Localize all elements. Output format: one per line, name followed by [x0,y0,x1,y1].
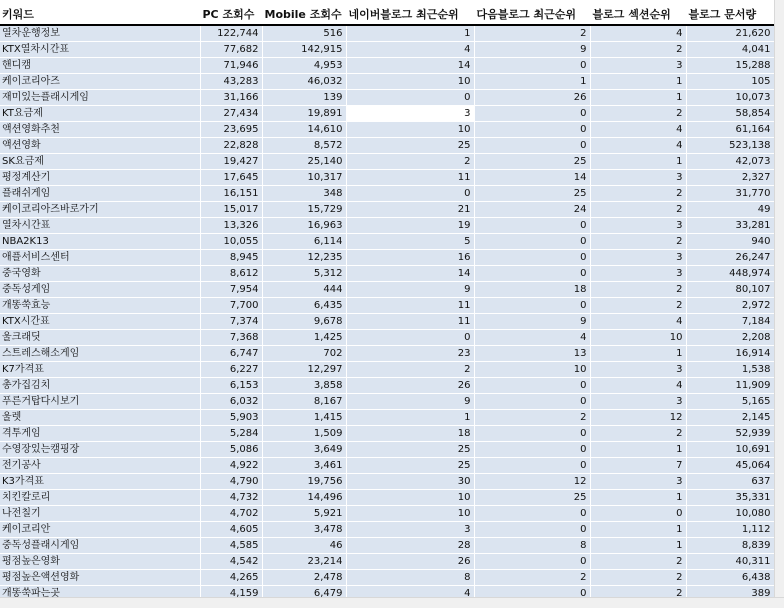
cell-naver-blog-rank[interactable]: 11 [346,170,474,186]
cell-daum-blog-rank[interactable]: 25 [474,186,590,202]
cell-blog-section-rank[interactable]: 3 [590,250,686,266]
cell-daum-blog-rank[interactable]: 12 [474,474,590,490]
cell-keyword[interactable]: 케이코리아즈 [0,74,200,90]
cell-keyword[interactable]: 재미있는플래시게임 [0,90,200,106]
cell-pc-views[interactable]: 4,702 [200,506,262,522]
cell-daum-blog-rank[interactable]: 0 [474,106,590,122]
cell-naver-blog-rank[interactable]: 11 [346,314,474,330]
cell-blog-section-rank[interactable]: 1 [590,538,686,554]
table-row [0,538,774,554]
cell-naver-blog-rank[interactable]: 10 [346,74,474,90]
cell-daum-blog-rank[interactable]: 10 [474,362,590,378]
table-row [0,346,774,362]
cell-pc-views[interactable]: 7,368 [200,330,262,346]
cell-blog-doc-count[interactable]: 45,064 [686,458,774,474]
cell-keyword[interactable]: 치킨칼로리 [0,490,200,506]
table-row [0,474,774,490]
table-row [0,58,774,74]
cell-daum-blog-rank[interactable]: 0 [474,58,590,74]
cell-keyword[interactable]: 평정계산기 [0,170,200,186]
cell-pc-views[interactable]: 4,542 [200,554,262,570]
cell-pc-views[interactable]: 31,166 [200,90,262,106]
table-row [0,458,774,474]
cell-daum-blog-rank[interactable]: 0 [474,138,590,154]
table-row [0,330,774,346]
cell-naver-blog-rank[interactable]: 14 [346,266,474,282]
cell-keyword[interactable]: 스트레스해소게임 [0,346,200,362]
cell-keyword[interactable]: 중독성플래시게임 [0,538,200,554]
cell-keyword[interactable]: 총가집김치 [0,378,200,394]
cell-pc-views[interactable]: 77,682 [200,42,262,58]
cell-naver-blog-rank[interactable]: 4 [346,586,474,598]
cell-naver-blog-rank[interactable]: 16 [346,250,474,266]
cell-blog-section-rank[interactable]: 12 [590,410,686,426]
cell-daum-blog-rank[interactable]: 0 [474,458,590,474]
cell-pc-views[interactable]: 5,086 [200,442,262,458]
cell-mobile-views[interactable]: 15,729 [262,202,346,218]
cell-blog-section-rank[interactable]: 2 [590,186,686,202]
cell-daum-blog-rank[interactable]: 0 [474,250,590,266]
table-row [0,202,774,218]
cell-blog-doc-count[interactable]: 42,073 [686,154,774,170]
table-row [0,90,774,106]
cell-pc-views[interactable]: 6,227 [200,362,262,378]
cell-keyword[interactable]: 개똥쑥파는곳 [0,586,200,598]
cell-keyword[interactable]: 플래쉬게임 [0,186,200,202]
cell-keyword[interactable]: 열차운행정보 [0,25,200,42]
cell-naver-blog-rank[interactable]: 3 [346,106,474,122]
table-row [0,122,774,138]
cell-mobile-views[interactable]: 2,478 [262,570,346,586]
cell-pc-views[interactable]: 22,828 [200,138,262,154]
table-row [0,410,774,426]
cell-pc-views[interactable]: 15,017 [200,202,262,218]
cell-daum-blog-rank[interactable]: 2 [474,410,590,426]
cell-blog-section-rank[interactable]: 4 [590,122,686,138]
cell-keyword[interactable]: 케이코리아즈바로가기 [0,202,200,218]
cell-blog-section-rank[interactable]: 2 [590,554,686,570]
cell-pc-views[interactable]: 23,695 [200,122,262,138]
cell-mobile-views[interactable]: 4,953 [262,58,346,74]
cell-keyword[interactable]: 평점높은영화 [0,554,200,570]
cell-keyword[interactable]: 열차시간표 [0,218,200,234]
cell-mobile-views[interactable]: 444 [262,282,346,298]
cell-keyword[interactable]: KT요금제 [0,106,200,122]
cell-mobile-views[interactable]: 12,235 [262,250,346,266]
cell-daum-blog-rank[interactable]: 1 [474,74,590,90]
cell-blog-section-rank[interactable]: 1 [590,346,686,362]
cell-blog-section-rank[interactable]: 4 [590,314,686,330]
cell-mobile-views[interactable]: 19,756 [262,474,346,490]
cell-blog-doc-count[interactable]: 10,080 [686,506,774,522]
table-row [0,522,774,538]
cell-pc-views[interactable]: 5,284 [200,426,262,442]
table-row [0,106,774,122]
cell-blog-section-rank[interactable]: 3 [590,362,686,378]
cell-blog-section-rank[interactable]: 1 [590,90,686,106]
cell-blog-section-rank[interactable]: 3 [590,474,686,490]
cell-keyword[interactable]: 전기공사 [0,458,200,474]
header-daum-blog-rank[interactable]: 다음블로그 최근순위 [474,0,590,25]
cell-blog-doc-count[interactable]: 11,909 [686,378,774,394]
table-row [0,186,774,202]
cell-blog-doc-count[interactable]: 21,620 [686,25,774,42]
cell-keyword[interactable]: 액션영화 [0,138,200,154]
cell-blog-section-rank[interactable]: 2 [590,42,686,58]
cell-daum-blog-rank[interactable]: 24 [474,202,590,218]
cell-blog-section-rank[interactable]: 1 [590,74,686,90]
cell-naver-blog-rank[interactable]: 25 [346,458,474,474]
cell-keyword[interactable]: 울크래딧 [0,330,200,346]
header-blog-doc-count[interactable]: 블로그 문서량 [686,0,774,25]
cell-blog-section-rank[interactable]: 2 [590,586,686,598]
cell-pc-views[interactable]: 4,790 [200,474,262,490]
cell-blog-doc-count[interactable]: 15,288 [686,58,774,74]
header-pc-views[interactable]: PC 조회수 [200,0,262,25]
cell-naver-blog-rank[interactable]: 19 [346,218,474,234]
cell-naver-blog-rank[interactable]: 23 [346,346,474,362]
cell-blog-section-rank[interactable]: 10 [590,330,686,346]
cell-daum-blog-rank[interactable]: 25 [474,154,590,170]
cell-daum-blog-rank[interactable]: 26 [474,90,590,106]
cell-pc-views[interactable]: 6,032 [200,394,262,410]
cell-blog-section-rank[interactable]: 2 [590,282,686,298]
cell-mobile-views[interactable]: 14,610 [262,122,346,138]
cell-mobile-views[interactable]: 16,963 [262,218,346,234]
cell-naver-blog-rank[interactable]: 18 [346,426,474,442]
cell-blog-section-rank[interactable]: 2 [590,202,686,218]
cell-blog-doc-count[interactable]: 637 [686,474,774,490]
cell-blog-doc-count[interactable]: 35,331 [686,490,774,506]
cell-blog-doc-count[interactable]: 1,112 [686,522,774,538]
cell-blog-section-rank[interactable]: 2 [590,234,686,250]
cell-pc-views[interactable]: 7,374 [200,314,262,330]
cell-naver-blog-rank[interactable]: 10 [346,490,474,506]
cell-pc-views[interactable]: 6,153 [200,378,262,394]
cell-mobile-views[interactable]: 1,509 [262,426,346,442]
table-row [0,442,774,458]
cell-naver-blog-rank[interactable]: 30 [346,474,474,490]
cell-naver-blog-rank[interactable]: 26 [346,554,474,570]
cell-pc-views[interactable]: 4,159 [200,586,262,598]
cell-blog-doc-count[interactable]: 40,311 [686,554,774,570]
cell-mobile-views[interactable]: 139 [262,90,346,106]
cell-keyword[interactable]: 애플서비스센터 [0,250,200,266]
cell-naver-blog-rank[interactable]: 28 [346,538,474,554]
cell-daum-blog-rank[interactable]: 18 [474,282,590,298]
table-row [0,378,774,394]
table-row [0,298,774,314]
cell-daum-blog-rank[interactable]: 0 [474,442,590,458]
cell-blog-doc-count[interactable]: 10,691 [686,442,774,458]
cell-naver-blog-rank[interactable]: 9 [346,394,474,410]
cell-keyword[interactable]: KTX열차시간표 [0,42,200,58]
cell-blog-section-rank[interactable]: 2 [590,106,686,122]
cell-naver-blog-rank[interactable]: 8 [346,570,474,586]
cell-mobile-views[interactable]: 23,214 [262,554,346,570]
cell-mobile-views[interactable]: 9,678 [262,314,346,330]
cell-mobile-views[interactable]: 348 [262,186,346,202]
cell-pc-views[interactable]: 4,922 [200,458,262,474]
cell-daum-blog-rank[interactable]: 0 [474,218,590,234]
cell-blog-doc-count[interactable]: 7,184 [686,314,774,330]
cell-naver-blog-rank[interactable]: 0 [346,90,474,106]
cell-naver-blog-rank[interactable]: 21 [346,202,474,218]
table-row [0,394,774,410]
cell-naver-blog-rank[interactable]: 25 [346,138,474,154]
cell-keyword[interactable]: K7가격표 [0,362,200,378]
table-row [0,314,774,330]
cell-daum-blog-rank[interactable]: 25 [474,490,590,506]
cell-mobile-views[interactable]: 6,114 [262,234,346,250]
cell-keyword[interactable]: 격투게임 [0,426,200,442]
cell-blog-doc-count[interactable]: 61,164 [686,122,774,138]
table-row [0,490,774,506]
cell-blog-doc-count[interactable]: 448,974 [686,266,774,282]
cell-pc-views[interactable]: 4,265 [200,570,262,586]
cell-naver-blog-rank[interactable]: 25 [346,442,474,458]
cell-keyword[interactable]: SK요금제 [0,154,200,170]
table-row [0,42,774,58]
table-row [0,426,774,442]
header-mobile-views[interactable]: Mobile 조회수 [262,0,346,25]
cell-blog-section-rank[interactable]: 4 [590,25,686,42]
cell-keyword[interactable]: 케이코리안 [0,522,200,538]
cell-blog-doc-count[interactable]: 389 [686,586,774,598]
cell-naver-blog-rank[interactable]: 14 [346,58,474,74]
vertical-scrollbar[interactable] [774,0,784,608]
cell-pc-views[interactable]: 7,700 [200,298,262,314]
cell-daum-blog-rank[interactable]: 0 [474,266,590,282]
cell-mobile-views[interactable]: 3,858 [262,378,346,394]
cell-daum-blog-rank[interactable]: 0 [474,554,590,570]
cell-pc-views[interactable]: 8,612 [200,266,262,282]
cell-blog-section-rank[interactable]: 7 [590,458,686,474]
header-naver-blog-rank[interactable]: 네이버블로그 최근순위 [346,0,474,25]
cell-mobile-views[interactable]: 6,479 [262,586,346,598]
cell-naver-blog-rank[interactable]: 5 [346,234,474,250]
cell-keyword[interactable]: 핸디캠 [0,58,200,74]
cell-pc-views[interactable]: 17,645 [200,170,262,186]
cell-blog-doc-count[interactable]: 2,145 [686,410,774,426]
cell-blog-section-rank[interactable]: 2 [590,426,686,442]
cell-pc-views[interactable]: 4,605 [200,522,262,538]
cell-mobile-views[interactable]: 6,435 [262,298,346,314]
cell-naver-blog-rank[interactable]: 10 [346,122,474,138]
cell-mobile-views[interactable]: 19,891 [262,106,346,122]
table-row [0,170,774,186]
cell-blog-doc-count[interactable]: 5,165 [686,394,774,410]
cell-blog-doc-count[interactable]: 80,107 [686,282,774,298]
cell-mobile-views[interactable]: 12,297 [262,362,346,378]
cell-keyword[interactable]: 평점높은액션영화 [0,570,200,586]
cell-blog-doc-count[interactable]: 4,041 [686,42,774,58]
cell-keyword[interactable]: KTX시간표 [0,314,200,330]
cell-mobile-views[interactable]: 8,572 [262,138,346,154]
cell-blog-doc-count[interactable]: 52,939 [686,426,774,442]
cell-pc-views[interactable]: 8,945 [200,250,262,266]
table-row [0,25,774,42]
cell-blog-section-rank[interactable]: 2 [590,298,686,314]
cell-blog-doc-count[interactable]: 2,972 [686,298,774,314]
cell-pc-views[interactable]: 4,585 [200,538,262,554]
cell-blog-doc-count[interactable]: 16,914 [686,346,774,362]
cell-pc-views[interactable]: 27,434 [200,106,262,122]
cell-naver-blog-rank[interactable]: 11 [346,298,474,314]
cell-blog-section-rank[interactable]: 1 [590,522,686,538]
cell-mobile-views[interactable]: 142,915 [262,42,346,58]
cell-mobile-views[interactable]: 1,425 [262,330,346,346]
cell-naver-blog-rank[interactable]: 3 [346,522,474,538]
table-row [0,234,774,250]
cell-daum-blog-rank[interactable]: 0 [474,426,590,442]
cell-pc-views[interactable]: 122,744 [200,25,262,42]
cell-pc-views[interactable]: 10,055 [200,234,262,250]
cell-keyword[interactable]: 개똥쑥효능 [0,298,200,314]
cell-pc-views[interactable]: 7,954 [200,282,262,298]
header-row [0,0,774,25]
table-row [0,586,774,598]
cell-mobile-views[interactable]: 8,167 [262,394,346,410]
cell-naver-blog-rank[interactable]: 0 [346,330,474,346]
cell-daum-blog-rank[interactable]: 2 [474,25,590,42]
cell-keyword[interactable]: 중독성게임 [0,282,200,298]
table-row [0,554,774,570]
cell-daum-blog-rank[interactable]: 4 [474,330,590,346]
cell-blog-section-rank[interactable]: 2 [590,570,686,586]
cell-daum-blog-rank[interactable]: 13 [474,346,590,362]
cell-daum-blog-rank[interactable]: 0 [474,506,590,522]
cell-naver-blog-rank[interactable]: 0 [346,186,474,202]
table-row [0,282,774,298]
cell-blog-doc-count[interactable]: 2,208 [686,330,774,346]
horizontal-scrollbar[interactable] [0,597,784,608]
cell-mobile-views[interactable]: 3,649 [262,442,346,458]
cell-mobile-views[interactable]: 10,317 [262,170,346,186]
cell-daum-blog-rank[interactable]: 0 [474,394,590,410]
cell-daum-blog-rank[interactable]: 0 [474,234,590,250]
cell-keyword[interactable]: 울렛 [0,410,200,426]
header-keyword[interactable]: 키워드 [0,0,200,25]
cell-mobile-views[interactable]: 46,032 [262,74,346,90]
cell-blog-section-rank[interactable]: 1 [590,442,686,458]
cell-daum-blog-rank[interactable]: 0 [474,122,590,138]
cell-daum-blog-rank[interactable]: 8 [474,538,590,554]
cell-blog-doc-count[interactable]: 6,438 [686,570,774,586]
cell-blog-doc-count[interactable]: 26,247 [686,250,774,266]
cell-mobile-views[interactable]: 5,921 [262,506,346,522]
cell-mobile-views[interactable]: 5,312 [262,266,346,282]
cell-blog-section-rank[interactable]: 3 [590,218,686,234]
cell-blog-doc-count[interactable]: 10,073 [686,90,774,106]
cell-keyword[interactable]: K3가격표 [0,474,200,490]
table-row [0,266,774,282]
cell-daum-blog-rank[interactable]: 0 [474,378,590,394]
cell-mobile-views[interactable]: 25,140 [262,154,346,170]
cell-blog-doc-count[interactable]: 58,854 [686,106,774,122]
cell-naver-blog-rank[interactable]: 10 [346,506,474,522]
table-row [0,138,774,154]
cell-blog-doc-count[interactable]: 940 [686,234,774,250]
cell-keyword[interactable]: 액션영화추천 [0,122,200,138]
cell-blog-section-rank[interactable]: 3 [590,170,686,186]
cell-naver-blog-rank[interactable]: 2 [346,154,474,170]
cell-blog-doc-count[interactable]: 105 [686,74,774,90]
cell-mobile-views[interactable]: 516 [262,25,346,42]
table-row [0,570,774,586]
cell-daum-blog-rank[interactable]: 0 [474,522,590,538]
cell-pc-views[interactable]: 5,903 [200,410,262,426]
cell-mobile-views[interactable]: 46 [262,538,346,554]
cell-pc-views[interactable]: 6,747 [200,346,262,362]
cell-blog-doc-count[interactable]: 523,138 [686,138,774,154]
table-row [0,218,774,234]
table-row [0,506,774,522]
header-blog-section-rank[interactable]: 블로그 섹션순위 [590,0,686,25]
cell-blog-section-rank[interactable]: 1 [590,154,686,170]
cell-blog-doc-count[interactable]: 49 [686,202,774,218]
cell-naver-blog-rank[interactable]: 1 [346,25,474,42]
cell-blog-doc-count[interactable]: 2,327 [686,170,774,186]
cell-blog-doc-count[interactable]: 33,281 [686,218,774,234]
cell-mobile-views[interactable]: 3,461 [262,458,346,474]
cell-daum-blog-rank[interactable]: 0 [474,586,590,598]
table-row [0,250,774,266]
cell-daum-blog-rank[interactable]: 9 [474,42,590,58]
cell-naver-blog-rank[interactable]: 1 [346,410,474,426]
cell-daum-blog-rank[interactable]: 14 [474,170,590,186]
cell-keyword[interactable]: NBA2K13 [0,234,200,250]
cell-blog-doc-count[interactable]: 1,538 [686,362,774,378]
cell-blog-doc-count[interactable]: 8,839 [686,538,774,554]
cell-pc-views[interactable]: 19,427 [200,154,262,170]
cell-blog-section-rank[interactable]: 3 [590,58,686,74]
cell-pc-views[interactable]: 71,946 [200,58,262,74]
cell-mobile-views[interactable]: 702 [262,346,346,362]
cell-pc-views[interactable]: 43,283 [200,74,262,90]
table-row [0,154,774,170]
cell-mobile-views[interactable]: 14,496 [262,490,346,506]
cell-mobile-views[interactable]: 1,415 [262,410,346,426]
cell-daum-blog-rank[interactable]: 9 [474,314,590,330]
cell-keyword[interactable]: 푸른거탑다시보기 [0,394,200,410]
cell-naver-blog-rank[interactable]: 26 [346,378,474,394]
cell-keyword[interactable]: 나전칠기 [0,506,200,522]
table-row [0,74,774,90]
cell-daum-blog-rank[interactable]: 2 [474,570,590,586]
cell-keyword[interactable]: 수영장있는캠핑장 [0,442,200,458]
cell-mobile-views[interactable]: 3,478 [262,522,346,538]
cell-blog-section-rank[interactable]: 4 [590,378,686,394]
cell-blog-section-rank[interactable]: 4 [590,138,686,154]
cell-pc-views[interactable]: 4,732 [200,490,262,506]
cell-naver-blog-rank[interactable]: 2 [346,362,474,378]
cell-keyword[interactable]: 중국영화 [0,266,200,282]
cell-naver-blog-rank[interactable]: 4 [346,42,474,58]
cell-blog-section-rank[interactable]: 1 [590,490,686,506]
cell-blog-section-rank[interactable]: 3 [590,394,686,410]
cell-blog-doc-count[interactable]: 31,770 [686,186,774,202]
cell-blog-section-rank[interactable]: 0 [590,506,686,522]
cell-pc-views[interactable]: 16,151 [200,186,262,202]
cell-naver-blog-rank[interactable]: 9 [346,282,474,298]
cell-daum-blog-rank[interactable]: 0 [474,298,590,314]
table-row [0,362,774,378]
cell-pc-views[interactable]: 13,326 [200,218,262,234]
cell-blog-section-rank[interactable]: 3 [590,266,686,282]
